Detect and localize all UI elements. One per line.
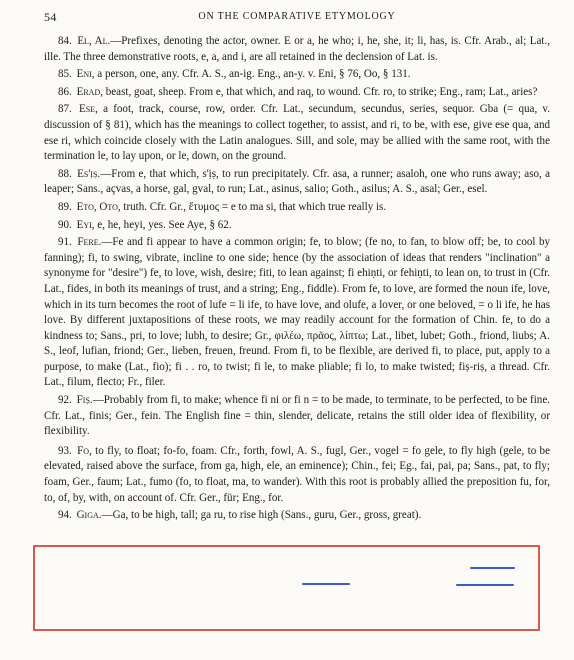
entry-89	[44, 200, 550, 216]
entry-headword: Es'ịṣ.	[77, 167, 101, 180]
running-title: ON THE COMPARATIVE ETYMOLOGY	[198, 11, 396, 22]
entry-85	[44, 67, 550, 83]
entry-number: 94.	[58, 509, 72, 522]
entry-84	[44, 34, 550, 65]
entry-number: 92.	[58, 394, 72, 407]
entry-headword: Fiṣ.	[76, 394, 93, 407]
page-number: 54	[44, 10, 57, 24]
pen-underline-ga-high	[302, 583, 350, 585]
entry-list	[44, 34, 550, 524]
entry-text: a foot, track, course, row, order. Cfr. Lat., secundum, secundus, series, sequor. Gba (= qua, v. discussion of § 81), which has the meanings to collect together, to assist, and ri, to be, with ese, give ese qua, and ese ri, which coincide closely with the Latin analogues. Sill, and sole, may be allied with the same root, with the termination le, to lay upon, or le, down, on the ground.	[44, 103, 550, 163]
entry-88	[44, 167, 550, 198]
entry-headword: Eyi,	[76, 218, 95, 231]
entry-text: a person, one, any. Cfr. A. S., an-ig. Eng., an-y. v. Eni, § 76, Oo, § 131.	[94, 68, 411, 81]
entry-94	[44, 508, 550, 524]
entry-text: —Fe and fi appear to have a common origin; fe, to blow; (fe no, to fan, to blow off; be, to cool by fanning); fi, to swing, vibrate, incline to one side; hence (by the association of ideas that renders "inclination" a synonyme for "desire") fe, to love, wish, desire; fiti, to lean against; fi ehiṇti, or fehiṇti, to lean on, to trust in (Cfr. Lat., fides, in both its meanings of trust, and a string; Eng., fiddle). From fe, to love, are formed the noun ife, love, which in its turn becomes the root of lufe = li ife, to have love, and olufe, a lover, or one beloved, = o li ife, he has love. By different juxtapositions of these roots, we may readily account for the formation of Chin. fe, to do a kindness to; Sans., pri, to love; lubh, to desire; Gr., φιλέω, πρᾶος, λίπτω; Lat., libet, lubet; Goth., friond, liubs; A. S., leof, lufian, friond; Ger., lieben, freuen, freund. From fi, to be flexible, are derived fi, to place, put, apply to a purpose, to make (Lat., fio); fi . . ro, to twist; fi le, to make pliable; fi lo, to make twisted; fiṣ-riṣ, a thread. Cfr. Lat., filum, flecto; Fr., filer.	[44, 236, 550, 389]
entry-number: 89.	[58, 200, 72, 213]
entry-headword: Eto, Oto,	[76, 200, 121, 213]
entry-number: 88.	[58, 167, 72, 180]
entry-text: truth. Cfr. Gr., ἔτυμος = e to ma si, that which true really is.	[120, 200, 387, 213]
entry-text: to fly, to float; fo-fo, foam. Cfr., forth, fowl, A. S., fugl, Ger., vogel = fo gele, to fly high (gele, to be elevated, raised above the surface, from ga, high, ele, an eminence); Chin., fei; Eg., fai, pai, pa; Sans., pat, to fly; foam, Ger., faum; Lat., fumo (fo, to float, ma, to wander). With this root is probably allied the preposition fu, for, to, of, by, with, on account of. Cfr. Ger., für; Eng., for.	[44, 444, 550, 504]
entry-headword: Erad,	[76, 85, 103, 98]
entry-text: e, he, heyi, yes. See Aye, § 62.	[94, 218, 232, 231]
entry-headword: Giga.	[76, 509, 102, 522]
entry-text: —From e, that which, s'ịṣ, to run precipitately. Cfr. asa, a runner; asaloh, one who runs away; aso, a leaper; Sans., açvas, a horse, gal, gval, to run; Lat., asinus, salio; Goth., asilus; A. S., asal; Ger., esel.	[44, 167, 550, 196]
entry-number: 91.	[58, 236, 72, 249]
entry-text: —Prefixes, denoting the actor, owner. E or a, he who; i, he, she, it; li, has, is. Cfr. Arab., al; Lat., ille. The three demonstrative roots, e, a, and i, are all retained in the declension of Lat. is.	[44, 35, 550, 63]
entry-90	[44, 218, 550, 234]
entry-text: —Probably from fi, to make; whence fi ni or fi n = to be made, to terminate, to be perfected, to be fine. Cfr. Lat., finis; Ger., fein. The English fine = thin, slender, delicate, retains the still older idea of flexibility, or flexibility.	[44, 394, 550, 438]
pen-underline-gele	[470, 567, 515, 569]
entry-headword: Eni,	[76, 68, 95, 81]
entry-headword: Fo,	[77, 444, 92, 457]
entry-text: —Ga, to be high, tall; ga ru, to rise high (Sans., guru, Ger., gross, great).	[101, 509, 422, 522]
entry-headword: El, Al.	[77, 35, 111, 47]
page-header	[44, 8, 550, 30]
entry-number: 86.	[58, 85, 72, 98]
entry-86	[44, 85, 550, 101]
entry-number: 84.	[58, 35, 72, 47]
entry-headword: Fere.	[77, 236, 102, 249]
entry-92	[44, 393, 550, 440]
entry-number: 85.	[58, 68, 72, 81]
entry-number: 90.	[58, 218, 72, 231]
entry-87	[44, 102, 550, 164]
pen-underline-eminence	[456, 584, 514, 586]
entry-text: beast, goat, sheep. From e, that which, and raq, to wound. Cfr. ro, to strike; Eng., ram; Lat., aries?	[102, 85, 538, 98]
entry-91	[44, 235, 550, 391]
entry-number: 93.	[58, 444, 72, 457]
entry-93	[44, 444, 550, 506]
entry-number: 87.	[58, 103, 72, 116]
highlight-box	[33, 545, 540, 631]
entry-headword: Ese,	[79, 103, 98, 116]
